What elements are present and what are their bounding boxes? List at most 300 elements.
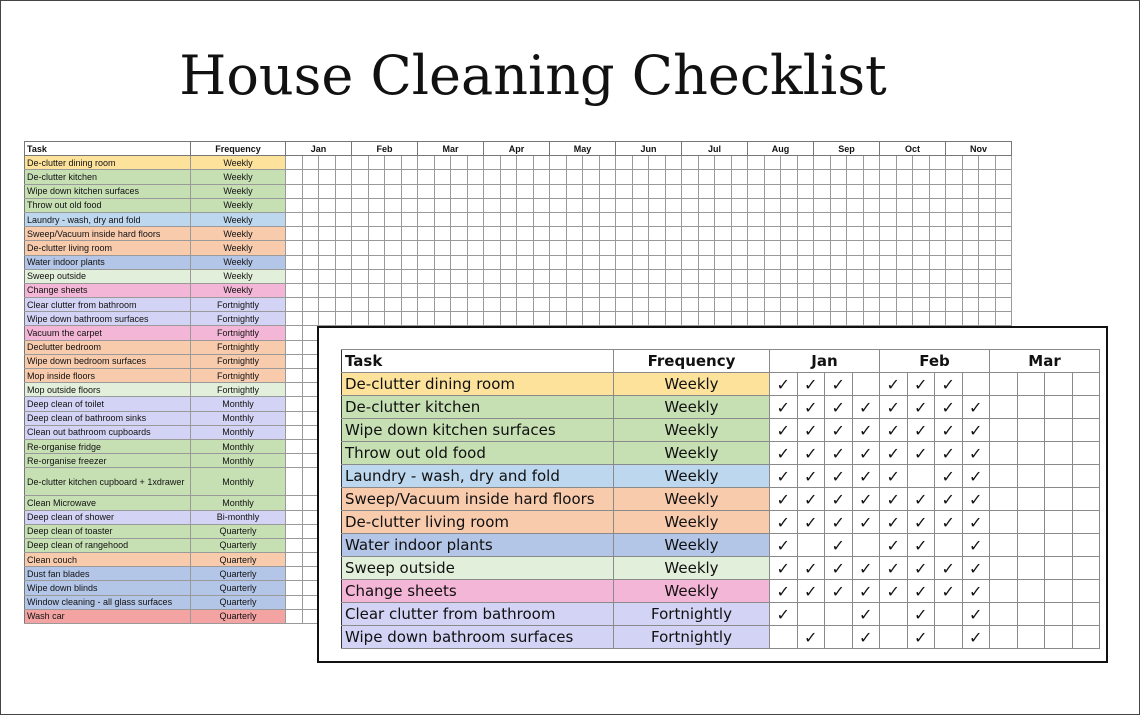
check-cell[interactable] xyxy=(616,255,633,269)
check-cell[interactable] xyxy=(500,255,517,269)
check-cell[interactable] xyxy=(517,227,534,241)
check-mark-cell[interactable]: ✓ xyxy=(962,396,990,419)
check-cell[interactable] xyxy=(781,198,798,212)
check-cell[interactable] xyxy=(1072,534,1100,557)
check-mark-cell[interactable]: ✓ xyxy=(770,373,798,396)
check-cell[interactable] xyxy=(418,283,435,297)
check-mark-cell[interactable]: ✓ xyxy=(962,442,990,465)
check-cell[interactable] xyxy=(797,241,814,255)
check-cell[interactable] xyxy=(500,212,517,226)
check-cell[interactable] xyxy=(682,269,699,283)
check-cell[interactable] xyxy=(896,269,913,283)
check-cell[interactable] xyxy=(731,227,748,241)
check-cell[interactable] xyxy=(665,198,682,212)
check-cell[interactable] xyxy=(814,241,831,255)
check-cell[interactable] xyxy=(731,298,748,312)
check-mark-cell[interactable]: ✓ xyxy=(962,557,990,580)
check-cell[interactable] xyxy=(335,298,352,312)
check-mark-cell[interactable]: ✓ xyxy=(852,419,880,442)
check-cell[interactable] xyxy=(913,298,930,312)
check-cell[interactable] xyxy=(467,198,484,212)
check-cell[interactable] xyxy=(698,298,715,312)
check-cell[interactable] xyxy=(830,241,847,255)
check-cell[interactable] xyxy=(896,312,913,326)
check-cell[interactable] xyxy=(1045,488,1073,511)
check-cell[interactable] xyxy=(319,312,336,326)
check-cell[interactable] xyxy=(797,227,814,241)
check-cell[interactable] xyxy=(748,312,765,326)
check-cell[interactable] xyxy=(500,227,517,241)
check-cell[interactable] xyxy=(665,184,682,198)
check-cell[interactable] xyxy=(418,170,435,184)
check-cell[interactable] xyxy=(913,212,930,226)
check-cell[interactable] xyxy=(929,212,946,226)
check-cell[interactable] xyxy=(880,212,897,226)
check-cell[interactable] xyxy=(335,184,352,198)
check-mark-cell[interactable]: ✓ xyxy=(852,626,880,649)
check-cell[interactable] xyxy=(781,227,798,241)
check-cell[interactable] xyxy=(583,298,600,312)
check-cell[interactable] xyxy=(566,198,583,212)
check-cell[interactable] xyxy=(913,227,930,241)
check-cell[interactable] xyxy=(814,212,831,226)
check-cell[interactable] xyxy=(979,269,996,283)
check-cell[interactable] xyxy=(649,170,666,184)
check-cell[interactable] xyxy=(484,184,501,198)
check-cell[interactable] xyxy=(946,255,963,269)
check-cell[interactable] xyxy=(946,156,963,170)
check-cell[interactable] xyxy=(731,170,748,184)
check-cell[interactable] xyxy=(665,170,682,184)
check-cell[interactable] xyxy=(781,184,798,198)
check-cell[interactable] xyxy=(385,184,402,198)
check-cell[interactable] xyxy=(880,227,897,241)
check-cell[interactable] xyxy=(368,283,385,297)
check-cell[interactable] xyxy=(764,156,781,170)
check-cell[interactable] xyxy=(814,198,831,212)
check-cell[interactable] xyxy=(599,255,616,269)
check-cell[interactable] xyxy=(852,373,880,396)
check-cell[interactable] xyxy=(632,269,649,283)
check-cell[interactable] xyxy=(418,298,435,312)
check-cell[interactable] xyxy=(517,184,534,198)
check-mark-cell[interactable]: ✓ xyxy=(825,373,853,396)
check-cell[interactable] xyxy=(616,269,633,283)
check-cell[interactable] xyxy=(665,269,682,283)
check-cell[interactable] xyxy=(990,488,1018,511)
check-cell[interactable] xyxy=(962,255,979,269)
check-cell[interactable] xyxy=(401,241,418,255)
check-cell[interactable] xyxy=(962,269,979,283)
check-cell[interactable] xyxy=(863,170,880,184)
check-cell[interactable] xyxy=(1045,557,1073,580)
check-cell[interactable] xyxy=(319,227,336,241)
check-cell[interactable] xyxy=(418,227,435,241)
check-cell[interactable] xyxy=(286,553,303,567)
check-cell[interactable] xyxy=(302,156,319,170)
check-cell[interactable] xyxy=(863,255,880,269)
check-cell[interactable] xyxy=(1072,626,1100,649)
check-cell[interactable] xyxy=(352,198,369,212)
check-cell[interactable] xyxy=(550,283,567,297)
check-cell[interactable] xyxy=(616,184,633,198)
check-cell[interactable] xyxy=(583,227,600,241)
check-cell[interactable] xyxy=(352,170,369,184)
check-cell[interactable] xyxy=(335,170,352,184)
check-cell[interactable] xyxy=(995,170,1012,184)
check-cell[interactable] xyxy=(286,184,303,198)
check-cell[interactable] xyxy=(500,283,517,297)
check-cell[interactable] xyxy=(467,212,484,226)
check-mark-cell[interactable]: ✓ xyxy=(797,465,825,488)
check-cell[interactable] xyxy=(286,227,303,241)
check-cell[interactable] xyxy=(319,255,336,269)
check-cell[interactable] xyxy=(1017,419,1045,442)
check-mark-cell[interactable]: ✓ xyxy=(852,396,880,419)
check-cell[interactable] xyxy=(896,283,913,297)
check-cell[interactable] xyxy=(632,227,649,241)
check-cell[interactable] xyxy=(995,298,1012,312)
check-cell[interactable] xyxy=(995,255,1012,269)
check-cell[interactable] xyxy=(907,465,935,488)
check-cell[interactable] xyxy=(550,212,567,226)
check-cell[interactable] xyxy=(583,156,600,170)
check-cell[interactable] xyxy=(352,312,369,326)
check-cell[interactable] xyxy=(764,283,781,297)
check-cell[interactable] xyxy=(847,212,864,226)
check-cell[interactable] xyxy=(781,241,798,255)
check-mark-cell[interactable]: ✓ xyxy=(880,396,908,419)
check-cell[interactable] xyxy=(319,156,336,170)
check-cell[interactable] xyxy=(286,312,303,326)
check-cell[interactable] xyxy=(368,156,385,170)
check-cell[interactable] xyxy=(385,198,402,212)
check-cell[interactable] xyxy=(847,269,864,283)
check-cell[interactable] xyxy=(946,269,963,283)
check-cell[interactable] xyxy=(880,255,897,269)
check-cell[interactable] xyxy=(599,184,616,198)
check-cell[interactable] xyxy=(715,298,732,312)
check-cell[interactable] xyxy=(682,170,699,184)
check-cell[interactable] xyxy=(830,298,847,312)
check-cell[interactable] xyxy=(500,184,517,198)
check-cell[interactable] xyxy=(599,198,616,212)
check-cell[interactable] xyxy=(1045,580,1073,603)
check-cell[interactable] xyxy=(434,298,451,312)
check-cell[interactable] xyxy=(764,255,781,269)
check-cell[interactable] xyxy=(946,283,963,297)
check-cell[interactable] xyxy=(467,283,484,297)
check-cell[interactable] xyxy=(632,298,649,312)
check-cell[interactable] xyxy=(880,170,897,184)
check-cell[interactable] xyxy=(286,369,303,383)
check-cell[interactable] xyxy=(533,312,550,326)
check-cell[interactable] xyxy=(731,255,748,269)
check-cell[interactable] xyxy=(1072,373,1100,396)
check-cell[interactable] xyxy=(550,156,567,170)
check-cell[interactable] xyxy=(880,156,897,170)
check-cell[interactable] xyxy=(682,227,699,241)
check-cell[interactable] xyxy=(764,298,781,312)
check-cell[interactable] xyxy=(599,283,616,297)
check-cell[interactable] xyxy=(632,170,649,184)
check-cell[interactable] xyxy=(434,241,451,255)
check-cell[interactable] xyxy=(385,212,402,226)
check-cell[interactable] xyxy=(731,241,748,255)
check-cell[interactable] xyxy=(286,581,303,595)
check-cell[interactable] xyxy=(880,603,908,626)
check-cell[interactable] xyxy=(451,227,468,241)
check-cell[interactable] xyxy=(1072,511,1100,534)
check-cell[interactable] xyxy=(434,269,451,283)
check-cell[interactable] xyxy=(797,198,814,212)
check-cell[interactable] xyxy=(649,255,666,269)
check-cell[interactable] xyxy=(715,212,732,226)
check-cell[interactable] xyxy=(962,156,979,170)
check-cell[interactable] xyxy=(335,241,352,255)
check-cell[interactable] xyxy=(550,312,567,326)
check-cell[interactable] xyxy=(500,269,517,283)
check-mark-cell[interactable]: ✓ xyxy=(935,580,963,603)
check-cell[interactable] xyxy=(517,312,534,326)
check-cell[interactable] xyxy=(715,241,732,255)
check-mark-cell[interactable]: ✓ xyxy=(907,488,935,511)
check-cell[interactable] xyxy=(517,170,534,184)
check-cell[interactable] xyxy=(781,312,798,326)
check-cell[interactable] xyxy=(814,312,831,326)
check-cell[interactable] xyxy=(484,170,501,184)
check-cell[interactable] xyxy=(401,198,418,212)
check-cell[interactable] xyxy=(929,312,946,326)
check-mark-cell[interactable]: ✓ xyxy=(907,534,935,557)
check-cell[interactable] xyxy=(599,156,616,170)
check-cell[interactable] xyxy=(847,255,864,269)
check-cell[interactable] xyxy=(434,184,451,198)
check-cell[interactable] xyxy=(467,170,484,184)
check-cell[interactable] xyxy=(632,156,649,170)
check-cell[interactable] xyxy=(1072,396,1100,419)
check-cell[interactable] xyxy=(748,298,765,312)
check-cell[interactable] xyxy=(979,227,996,241)
check-cell[interactable] xyxy=(550,298,567,312)
check-cell[interactable] xyxy=(368,269,385,283)
check-cell[interactable] xyxy=(401,298,418,312)
check-cell[interactable] xyxy=(1017,373,1045,396)
check-cell[interactable] xyxy=(990,511,1018,534)
check-cell[interactable] xyxy=(550,269,567,283)
check-cell[interactable] xyxy=(880,198,897,212)
check-cell[interactable] xyxy=(781,283,798,297)
check-cell[interactable] xyxy=(286,510,303,524)
check-cell[interactable] xyxy=(616,241,633,255)
check-cell[interactable] xyxy=(533,241,550,255)
check-cell[interactable] xyxy=(451,283,468,297)
check-cell[interactable] xyxy=(451,156,468,170)
check-cell[interactable] xyxy=(665,156,682,170)
check-cell[interactable] xyxy=(847,283,864,297)
check-cell[interactable] xyxy=(286,283,303,297)
check-mark-cell[interactable]: ✓ xyxy=(770,534,798,557)
check-cell[interactable] xyxy=(814,156,831,170)
check-cell[interactable] xyxy=(665,312,682,326)
check-cell[interactable] xyxy=(913,255,930,269)
check-cell[interactable] xyxy=(682,212,699,226)
check-cell[interactable] xyxy=(682,312,699,326)
check-cell[interactable] xyxy=(715,255,732,269)
check-cell[interactable] xyxy=(649,227,666,241)
check-cell[interactable] xyxy=(935,626,963,649)
check-mark-cell[interactable]: ✓ xyxy=(907,396,935,419)
check-cell[interactable] xyxy=(962,227,979,241)
check-cell[interactable] xyxy=(1072,442,1100,465)
check-cell[interactable] xyxy=(863,298,880,312)
check-mark-cell[interactable]: ✓ xyxy=(962,603,990,626)
check-cell[interactable] xyxy=(352,298,369,312)
check-cell[interactable] xyxy=(599,269,616,283)
check-cell[interactable] xyxy=(500,298,517,312)
check-cell[interactable] xyxy=(1072,603,1100,626)
check-cell[interactable] xyxy=(935,603,963,626)
check-cell[interactable] xyxy=(286,326,303,340)
check-mark-cell[interactable]: ✓ xyxy=(797,373,825,396)
check-cell[interactable] xyxy=(517,269,534,283)
check-cell[interactable] xyxy=(566,170,583,184)
check-cell[interactable] xyxy=(1017,465,1045,488)
check-cell[interactable] xyxy=(698,198,715,212)
check-cell[interactable] xyxy=(731,212,748,226)
check-cell[interactable] xyxy=(368,170,385,184)
check-cell[interactable] xyxy=(913,269,930,283)
check-cell[interactable] xyxy=(467,269,484,283)
check-cell[interactable] xyxy=(748,198,765,212)
check-cell[interactable] xyxy=(434,156,451,170)
check-cell[interactable] xyxy=(896,227,913,241)
check-cell[interactable] xyxy=(467,184,484,198)
check-cell[interactable] xyxy=(319,241,336,255)
check-cell[interactable] xyxy=(929,170,946,184)
check-cell[interactable] xyxy=(599,170,616,184)
check-cell[interactable] xyxy=(434,227,451,241)
check-cell[interactable] xyxy=(935,534,963,557)
check-cell[interactable] xyxy=(880,269,897,283)
check-cell[interactable] xyxy=(748,241,765,255)
check-cell[interactable] xyxy=(566,255,583,269)
check-mark-cell[interactable]: ✓ xyxy=(962,534,990,557)
check-cell[interactable] xyxy=(715,170,732,184)
check-cell[interactable] xyxy=(1045,373,1073,396)
check-cell[interactable] xyxy=(451,212,468,226)
check-cell[interactable] xyxy=(913,170,930,184)
check-cell[interactable] xyxy=(368,212,385,226)
check-cell[interactable] xyxy=(484,298,501,312)
check-cell[interactable] xyxy=(748,212,765,226)
check-mark-cell[interactable]: ✓ xyxy=(770,396,798,419)
check-cell[interactable] xyxy=(929,283,946,297)
check-cell[interactable] xyxy=(385,298,402,312)
check-cell[interactable] xyxy=(797,212,814,226)
check-cell[interactable] xyxy=(698,241,715,255)
check-cell[interactable] xyxy=(286,383,303,397)
check-cell[interactable] xyxy=(913,283,930,297)
check-cell[interactable] xyxy=(533,269,550,283)
check-cell[interactable] xyxy=(632,198,649,212)
check-cell[interactable] xyxy=(385,269,402,283)
check-cell[interactable] xyxy=(880,283,897,297)
check-cell[interactable] xyxy=(368,298,385,312)
check-mark-cell[interactable]: ✓ xyxy=(907,557,935,580)
check-cell[interactable] xyxy=(962,212,979,226)
check-cell[interactable] xyxy=(418,255,435,269)
check-cell[interactable] xyxy=(286,609,303,623)
check-mark-cell[interactable]: ✓ xyxy=(852,442,880,465)
check-cell[interactable] xyxy=(401,156,418,170)
check-mark-cell[interactable]: ✓ xyxy=(880,534,908,557)
check-cell[interactable] xyxy=(385,283,402,297)
check-cell[interactable] xyxy=(764,184,781,198)
check-mark-cell[interactable]: ✓ xyxy=(907,603,935,626)
check-cell[interactable] xyxy=(566,227,583,241)
check-cell[interactable] xyxy=(484,156,501,170)
check-cell[interactable] xyxy=(682,241,699,255)
check-cell[interactable] xyxy=(500,198,517,212)
check-cell[interactable] xyxy=(467,255,484,269)
check-cell[interactable] xyxy=(401,227,418,241)
check-cell[interactable] xyxy=(764,212,781,226)
check-cell[interactable] xyxy=(896,184,913,198)
check-cell[interactable] xyxy=(632,184,649,198)
check-cell[interactable] xyxy=(550,255,567,269)
check-cell[interactable] xyxy=(896,241,913,255)
check-cell[interactable] xyxy=(616,170,633,184)
check-cell[interactable] xyxy=(847,156,864,170)
check-cell[interactable] xyxy=(401,283,418,297)
check-cell[interactable] xyxy=(649,298,666,312)
check-cell[interactable] xyxy=(484,198,501,212)
check-cell[interactable] xyxy=(1045,603,1073,626)
check-cell[interactable] xyxy=(748,184,765,198)
check-cell[interactable] xyxy=(517,241,534,255)
check-cell[interactable] xyxy=(401,212,418,226)
check-cell[interactable] xyxy=(825,626,853,649)
check-cell[interactable] xyxy=(533,170,550,184)
check-cell[interactable] xyxy=(847,298,864,312)
check-cell[interactable] xyxy=(566,298,583,312)
check-cell[interactable] xyxy=(682,283,699,297)
check-cell[interactable] xyxy=(764,198,781,212)
check-cell[interactable] xyxy=(286,255,303,269)
check-cell[interactable] xyxy=(649,198,666,212)
check-cell[interactable] xyxy=(946,184,963,198)
check-mark-cell[interactable]: ✓ xyxy=(770,442,798,465)
check-mark-cell[interactable]: ✓ xyxy=(770,419,798,442)
check-cell[interactable] xyxy=(335,212,352,226)
check-cell[interactable] xyxy=(830,156,847,170)
check-mark-cell[interactable]: ✓ xyxy=(770,580,798,603)
check-cell[interactable] xyxy=(616,312,633,326)
check-cell[interactable] xyxy=(1045,465,1073,488)
check-cell[interactable] xyxy=(632,283,649,297)
check-cell[interactable] xyxy=(500,170,517,184)
check-cell[interactable] xyxy=(1017,557,1045,580)
check-mark-cell[interactable]: ✓ xyxy=(907,373,935,396)
check-cell[interactable] xyxy=(319,283,336,297)
check-cell[interactable] xyxy=(1045,534,1073,557)
check-cell[interactable] xyxy=(979,212,996,226)
check-cell[interactable] xyxy=(698,312,715,326)
check-cell[interactable] xyxy=(962,170,979,184)
check-cell[interactable] xyxy=(302,241,319,255)
check-cell[interactable] xyxy=(1017,580,1045,603)
